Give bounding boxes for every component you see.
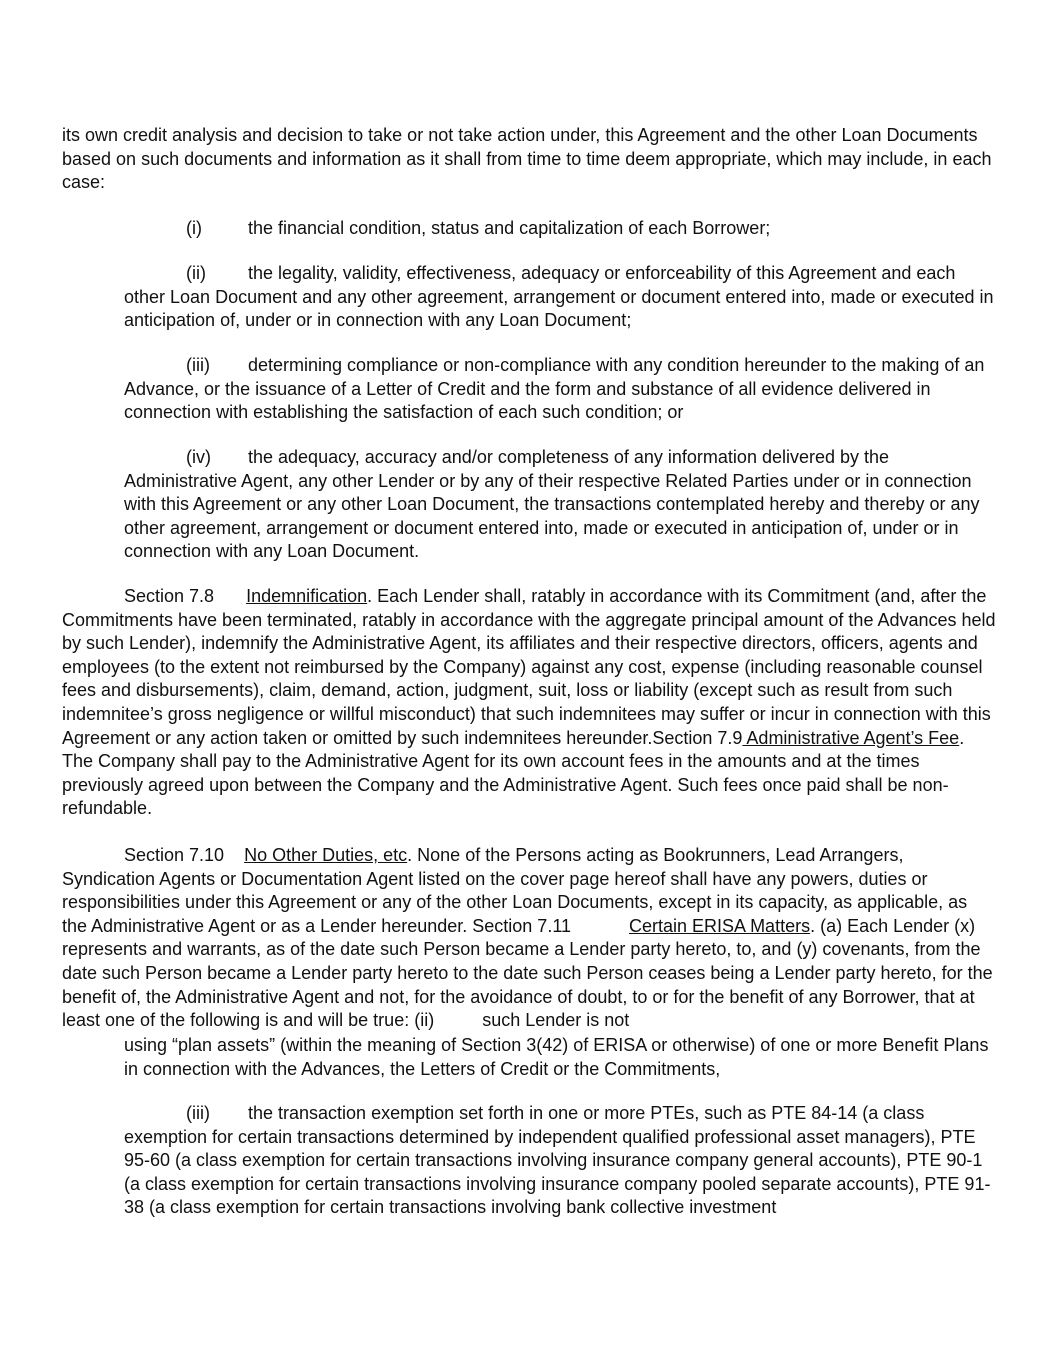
section-body: . None of the Persons acting as Bookrunners, Lead Arrangers, Syndication Agents or Documentation Agent listed on the cover page hereof shall have any powers, duties or responsibilities under this Agreement or any of the other Loan Documents, except in its capacity, as applicable, as the Administrative Agent or as a Lender hereunder. bbox=[62, 845, 968, 936]
item-number: (iii) bbox=[186, 1103, 210, 1123]
item-number: (ii) bbox=[186, 263, 206, 283]
section-label: Section 7.9 bbox=[652, 727, 743, 748]
list-item bbox=[124, 354, 994, 425]
section-title: Certain ERISA Matters bbox=[629, 915, 811, 936]
section-body: . (a) Each Lender (x) represents and warrants, as of the date such Person became a Lender party hereto, to, and (y) covenants, from the date such Person became a Lender party hereto to the date such Person ceases being a Lender party hereto, for the benefit of, the Administrative Agent and not, for the avoidance of doubt, to or for the benefit of any Borrower, that at least one of the following is and will be true: bbox=[62, 915, 993, 1031]
list-item bbox=[124, 1102, 994, 1220]
section-label: Section 7.11 bbox=[472, 915, 572, 936]
list-item bbox=[124, 446, 994, 564]
section-label: Section 7.8 bbox=[124, 586, 215, 606]
section-title: No Other Duties, etc bbox=[244, 845, 408, 865]
intro-text: its own credit analysis and decision to take or not take action under, this Agreement and the other Loan Documents based on such documents and information as it shall from time to time deem appropriate, which may include, in each case: bbox=[62, 125, 992, 193]
item-number: (i) bbox=[186, 218, 202, 238]
item-number: (iii) bbox=[186, 355, 210, 375]
item-text: such Lender is not bbox=[482, 1010, 630, 1031]
list-item bbox=[124, 217, 994, 241]
continuation-text: using “plan assets” (within the meaning of Section 3(42) of ERISA or otherwise) of one or more Benefit Plans in connection with the Advances, the Letters of Credit or the Commitments, bbox=[124, 1035, 989, 1079]
item-text: the legality, validity, effectiveness, adequacy or enforceability of this Agreement and each other Loan Document and any other agreement, arrangement or document entered into, made or executed in anticipation of, under or in connection with any Loan Document; bbox=[124, 263, 994, 331]
item-text: the transaction exemption set forth in one or more PTEs, such as PTE 84-14 (a class exemption for certain transactions determined by independent qualified professional asset managers), PTE 95-60 (a class exemption for certain transactions involving insurance company general accounts), PTE 90-1 (a class exemption for certain transactions involving insurance company pooled separate accounts), PTE 91-38 (a class exemption for certain transactions involving bank collective investment bbox=[124, 1103, 991, 1218]
list-item bbox=[124, 262, 994, 333]
intro-paragraph bbox=[62, 124, 997, 195]
section-label: Section 7.10 bbox=[124, 845, 225, 865]
section-body: . Each Lender shall, ratably in accordance with its Commitment (and, after the Commitments have been terminated, ratably in accordance with the aggregate principal amount of the Advances held by such Lender), indemnify the Administrative Agent, its affiliates and their respective directors, officers, agents and employees (to the extent not reimbursed by the Company) against any cost, expense (including reasonable counsel fees and disbursements), claim, demand, action, judgment, suit, loss or liability (except such as result from such indemnitee’s gross negligence or willful misconduct) that such indemnitees may suffer or incur in connection with this Agreement or any action taken or omitted by such indemnitees hereunder. bbox=[62, 586, 996, 748]
section-body: . The Company shall pay to the Administrative Agent for its own account fees in the amounts and at the times previously agreed upon between the Company and the Administrative Agent. Such fees once paid shall be non-refundable. bbox=[62, 727, 965, 819]
item-text: the financial condition, status and capitalization of each Borrower; bbox=[248, 218, 771, 238]
section-7-10-paragraph bbox=[62, 844, 997, 1033]
section-title: Indemnification bbox=[246, 586, 368, 606]
continuation-paragraph bbox=[124, 1034, 994, 1081]
item-text: the adequacy, accuracy and/or completeness of any information delivered by the Administrative Agent, any other Lender or by any of their respective Related Parties under or in connection with this Agreement or any other Loan Document, the transactions contemplated hereby and thereby or any other agreement, arrangement or document entered into, made or executed in anticipation of, under or in connection with any Loan Document. bbox=[124, 447, 980, 562]
section-7-8-paragraph bbox=[62, 585, 997, 821]
item-number: (iv) bbox=[186, 447, 211, 467]
section-title: Administrative Agent’s Fee bbox=[746, 727, 960, 748]
item-text: determining compliance or non-compliance with any condition hereunder to the making of an Advance, or the issuance of a Letter of Credit and the form and substance of all evidence delivered in connection with establishing the satisfaction of each such condition; or bbox=[124, 355, 985, 423]
item-number: (ii) bbox=[414, 1010, 435, 1031]
